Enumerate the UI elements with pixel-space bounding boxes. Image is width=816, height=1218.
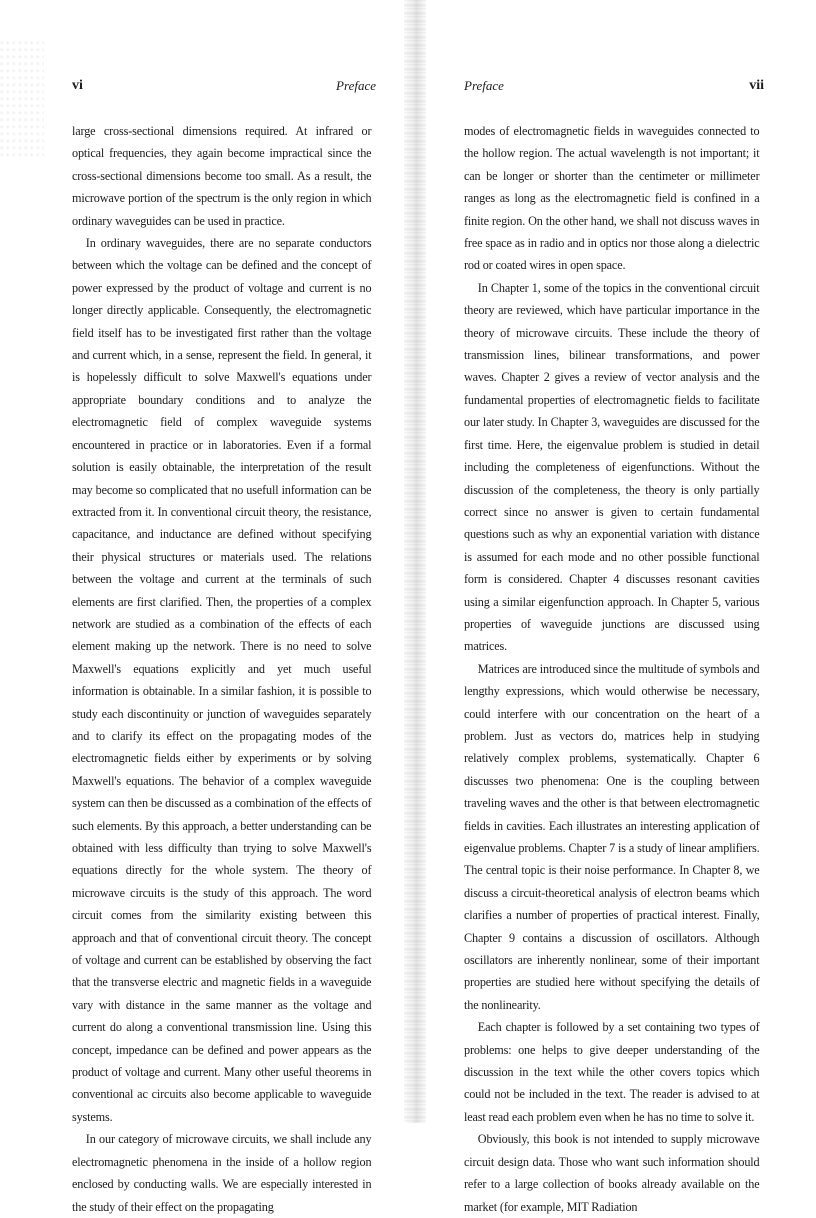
scan-speckle bbox=[0, 40, 44, 160]
paragraph: In Chapter 1, some of the topics in the conventional circuit theory are reviewed, which have particular importance in the theory of microwave circuits. These include the theory of transmission lines, bilinear transformations, and power waves. Chapter 2 gives a review of vector analysis and the fundamental properties of electromagnetic fields to facilitate our later study. In Chapter 3, waveguides are discussed for the first time. Here, the eigenvalue problem is studied in detail including the completeness of eigenfunctions. Without the discussion of the completeness, the theory is only partially correct since no answer is given to certain fundamental questions such as why an exponential variation with distance is assumed for each mode and no other possible functional form is considered. Chapter 4 discusses resonant cavities using a similar eigenfunction approach. In Chapter 5, various properties of waveguide junctions are discussed using matrices. bbox=[464, 280, 760, 654]
paragraph: large cross-sectional dimensions required. At infrared or optical frequencies, they again become impractical since the cross-sectional dimensions become too small. As a result, the microwave portion of the spectrum is the only region in which ordinary waveguides can be used in practice. bbox=[72, 124, 372, 228]
paragraph: In ordinary waveguides, there are no separate conductors between which the voltage can be defined and the concept of power expressed by the product of voltage and current is no longer directly applicable. Consequently, the electromagnetic field itself has to be investigated first rather than the voltage and current which, in a sense, represent the field. In general, it is hopelessly difficult to solve Maxwell's equations under appropriate boundary conditions and to analyze the electromagnetic field of complex waveguide systems encountered in practice or in laboratories. Even if a formal solution is easily obtainable, the interpretation of the result may become so complicated that no usefull information can be extracted from it. In conventional circuit theory, the resistance, capacitance, and inductance are defined without specifying their physical structures or materials used. The relations between the voltage and current at the terminals of such elements are first clarified. Then, the properties of a complex network are studied as a combination of the effects of each element making up the network. There is no need to solve Maxwell's equations explicitly and yet much useful information is obtainable. In a similar fashion, it is possible to study each discontinuity or junction of waveguides separately and to clarify its effect on the propagating modes of the electromagnetic fields either by experiments or by solving Maxwell's equations. The behavior of a complex waveguide system can then be discussed as a combination of the effects of such elements. By this approach, a better understanding can be obtained with less difficulty than trying to solve Maxwell's equations directly for the whole system. The theory of microwave circuits is the study of this approach. The word circuit comes from the similarity existing between this approach and that of conventional circuit theory. The concept of voltage and current can be established by observing the fact that the transverse electric and magnetic fields in a waveguide vary with distance in the same manner as the voltage and current do along a conventional transmission line. Using this concept, impedance can be defined and power appears as the product of voltage and current. Many other useful theorems in conventional ac circuits also become applicable to waveguide systems. bbox=[72, 236, 372, 1124]
running-head: Preface bbox=[464, 78, 504, 93]
left-page-header bbox=[72, 78, 376, 98]
right-page-body bbox=[464, 120, 760, 1218]
paragraph: Each chapter is followed by a set containing two types of problems: one helps to give deeper understanding of the discussion in the text while the other covers topics which could not be included in the text. The reader is advised to at least read each problem even when he has no time to solve it. bbox=[464, 1020, 760, 1124]
paragraph: Obviously, this book is not intended to supply microwave circuit design data. Those who want such information should refer to a large collection of books already available on the market (for example, MIT Radiation bbox=[464, 1132, 760, 1214]
right-page-header bbox=[464, 78, 764, 98]
left-page-body bbox=[72, 120, 371, 1218]
paragraph: Matrices are introduced since the multitude of symbols and lengthy expressions, which would otherwise be necessary, could interfere with our concentration on the heart of a problem. Just as vectors do, matrices help in studying relatively complex problems, systematically. Chapter 6 discusses two phenomena: One is the coupling between traveling waves and the other is that between electromagnetic fields in cavities. Each illustrates an interesting application of eigenvalue problems. Chapter 7 is a study of linear amplifiers. The central topic is their noise performance. In Chapter 8, we discuss a circuit-theoretical analysis of electron beams which clarifies a number of properties of practical interest. Finally, Chapter 9 contains a discussion of oscillators. Although oscillators are inherently nonlinear, some of their important properties are studied here without specifying the details of the nonlinearity. bbox=[464, 661, 760, 1012]
book-gutter bbox=[404, 0, 426, 1123]
left-page bbox=[72, 0, 376, 1214]
page-number: vi bbox=[72, 78, 83, 93]
page-number: vii bbox=[749, 78, 764, 93]
right-page bbox=[464, 0, 764, 1214]
paragraph: In our category of microwave circuits, we shall include any electromagnetic phenomena in the inside of a hollow region enclosed by conducting walls. We are especially interested in the study of their effect on the propagating bbox=[72, 1132, 372, 1214]
paragraph: modes of electromagnetic fields in waveguides connected to the hollow region. The actual wavelength is not important; it can be longer or shorter than the centimeter or millimeter ranges as long as the electromagnetic field is confined in a finite region. On the other hand, we shall not discuss waves in free space as in radio and in optics nor those along a dielectric rod or coated wires in open space. bbox=[464, 124, 760, 273]
running-head: Preface bbox=[336, 78, 376, 93]
